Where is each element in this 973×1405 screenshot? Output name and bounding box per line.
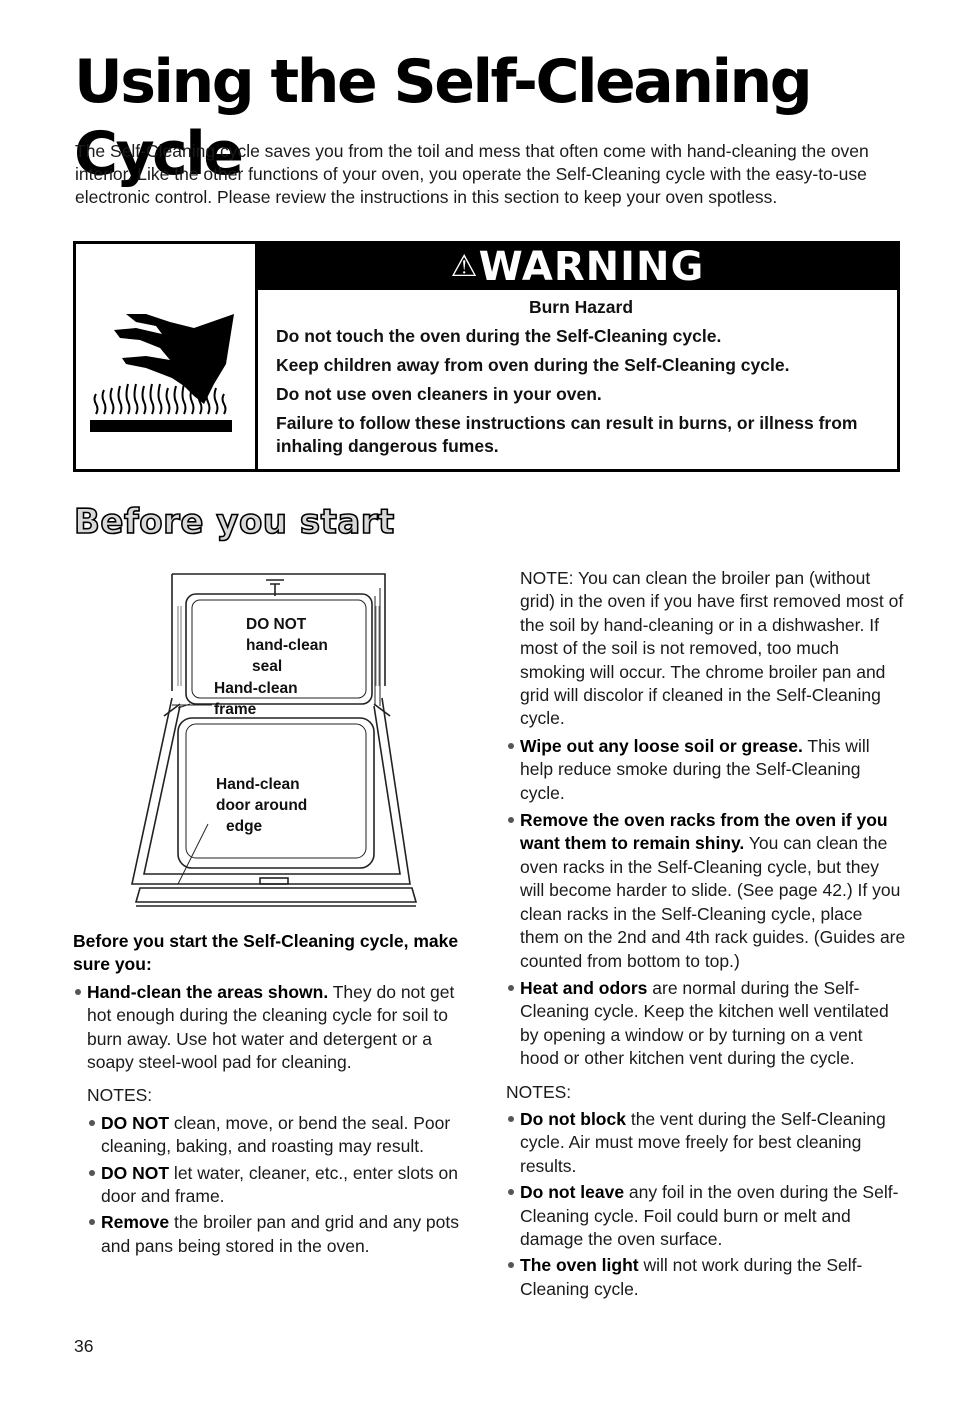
diagram-label-door: Hand-clean door around edge (216, 776, 308, 835)
hot-surface-hand-icon (76, 244, 252, 469)
notes-heading: NOTES: (506, 1081, 572, 1102)
list-item: Do not leave any foil in the oven during the Self-Cleaning cycle. Foil could burn or melt and damage the oven surface. (506, 1181, 906, 1251)
list-item: Remove the oven racks from the oven if you want them to remain shiny. You can clean the oven racks in the Self-Cleaning cycle, but they will become harder to slide. (See page 42.) If you clean racks in the Self-Cleaning cycle, place them on the 2nd and 4th rack guides. (Guides are counted from bottom to top.) (506, 809, 906, 973)
burn-hazard-label: Burn Hazard (528, 297, 634, 317)
warning-icon-cell (76, 244, 258, 469)
diagram-label-frame: Hand-clean frame (214, 680, 298, 718)
warning-line: Keep children away from oven during the Self-Cleaning cycle. (276, 355, 790, 375)
warning-text (276, 296, 886, 464)
left-column (73, 930, 483, 1258)
section-heading: Before you start (74, 502, 395, 542)
list-item: Do not block the vent during the Self-Cleaning cycle. Air must move freely for best cleaning results. (506, 1108, 906, 1178)
list-item: The oven light will not work during the Self-Cleaning cycle. (506, 1254, 906, 1301)
list-item: DO NOT clean, move, or bend the seal. Poor cleaning, baking, and roasting may result. (87, 1112, 483, 1159)
broiler-note: NOTE: You can clean the broiler pan (without grid) in the oven if you have first removed most of the soil by hand-cleaning or in a dishwasher. If most of the soil is not removed, too much smoking will occur. The chrome broiler pan and grid will discolor if cleaned in the Self-Cleaning cycle. (520, 568, 904, 729)
right-column (506, 567, 906, 1301)
intro-paragraph: The Self-Cleaning cycle saves you from the toil and mess that often come with hand-cleaning the oven interior. Like the other functions of your oven, you operate the Self-Cleaning cycle with the easy-to-use electronic control. Please review the instructions in this section to keep your oven spotless. (75, 141, 869, 207)
list-item: DO NOT let water, cleaner, etc., enter slots on door and frame. (87, 1162, 483, 1209)
warning-line: Failure to follow these instructions can result in burns, or illness from inhaling dangerous fumes. (276, 413, 858, 456)
list-item: Heat and odors are normal during the Self-Cleaning cycle. Keep the kitchen well ventilated by opening a window or by turning on a vent hood or other kitchen vent during the cycle. (506, 977, 906, 1071)
list-item: Remove the broiler pan and grid and any pots and pans being stored in the oven. (87, 1211, 483, 1258)
warning-line: Do not touch the oven during the Self-Cleaning cycle. (276, 326, 722, 346)
warning-banner-text: WARNING (478, 244, 705, 290)
before-start-lead: Before you start the Self-Cleaning cycle, make sure you: (73, 931, 459, 975)
notes-heading: NOTES: (87, 1085, 153, 1106)
diagram-label-seal: DO NOT hand-clean seal (246, 616, 328, 675)
oven-diagram (120, 566, 430, 918)
warning-banner (258, 244, 897, 290)
warning-box (73, 241, 900, 472)
warning-line: Do not use oven cleaners in your oven. (276, 384, 602, 404)
notes-list (73, 1112, 483, 1258)
page-number: 36 (74, 1336, 94, 1356)
list-item: Wipe out any loose soil or grease. This will help reduce smoke during the Self-Cleaning cycle. (506, 735, 906, 805)
page-title: Using the Self-Cleaning Cycle (74, 47, 811, 189)
warning-triangle-icon: ⚠ (450, 249, 479, 284)
list-item: Hand-clean the areas shown. They do not get hot enough during the cleaning cycle for soil to burn away. Use hot water and detergent or a soapy steel-wool pad for cleaning. (73, 981, 483, 1075)
